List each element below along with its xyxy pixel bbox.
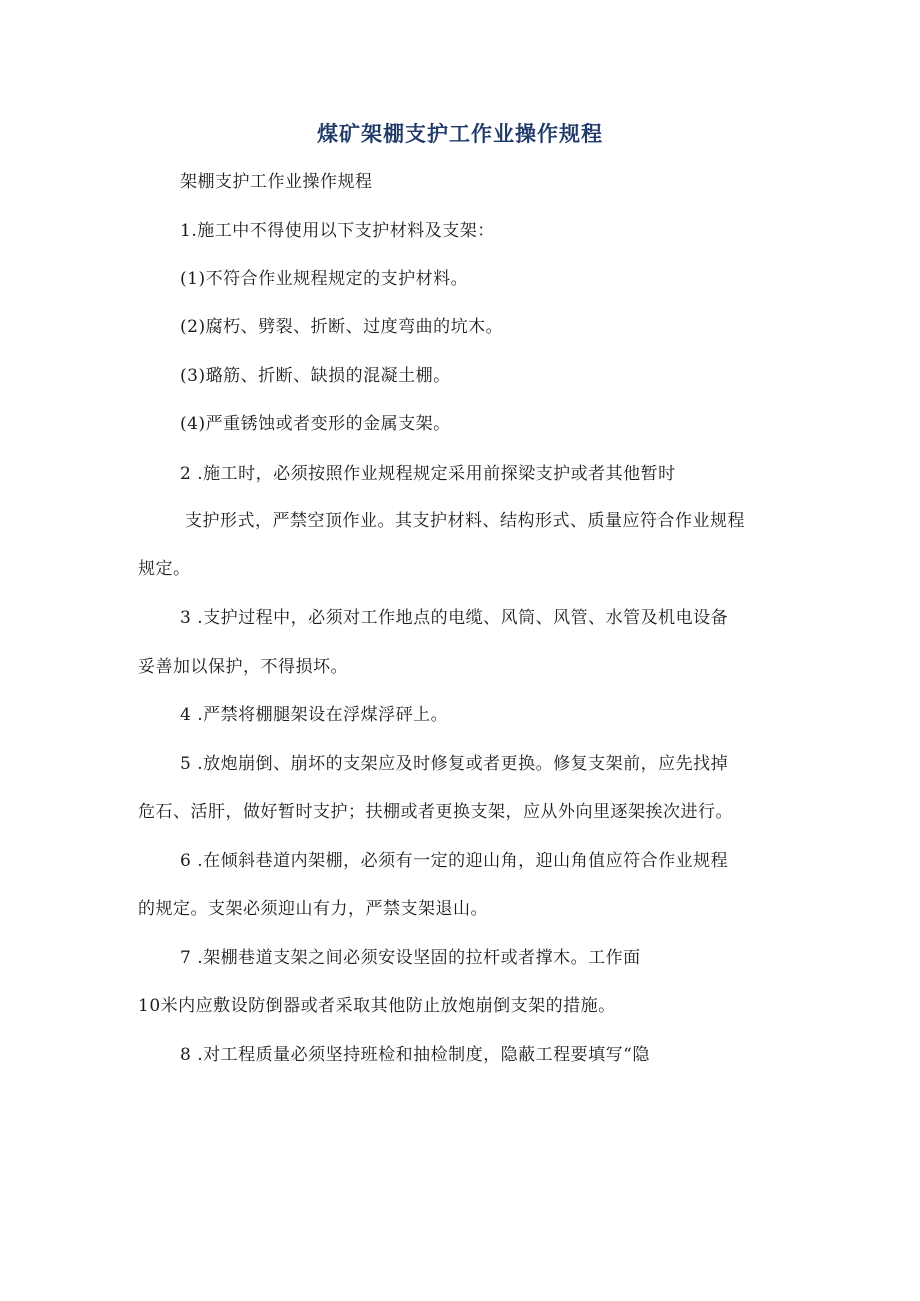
paragraph-line: (3)璐筋、折断、缺损的混凝土棚。 xyxy=(180,366,451,386)
paragraph-line: (4)严重锈蚀或者变形的金属支架。 xyxy=(180,414,451,434)
paragraph-line: 妥善加以保护，不得损坏。 xyxy=(138,657,348,677)
paragraph-line: 规定。 xyxy=(138,559,191,579)
paragraph-line: 6 .在倾斜巷道内架棚，必须有一定的迎山角，迎山角值应符合作业规程 xyxy=(180,851,729,871)
paragraph-line: 1.施工中不得使用以下支护材料及支架： xyxy=(180,221,495,241)
paragraph-line: 8 .对工程质量必须坚持班检和抽检制度，隐蔽工程要填写“隐 xyxy=(180,1045,650,1065)
paragraph-line: 的规定。支架必须迎山有力，严禁支架退山。 xyxy=(138,899,488,919)
paragraph-line: 危石、活肝，做好暂时支护；扶棚或者更换支架，应从外向里逐架挨次进行。 xyxy=(138,802,733,822)
paragraph-line: (1)不符合作业规程规定的支护材料。 xyxy=(180,269,469,289)
paragraph-line: 支护形式，严禁空顶作业。其支护材料、结构形式、质量应符合作业规程 xyxy=(185,511,745,531)
paragraph-line: 5 .放炮崩倒、崩坏的支架应及时修复或者更换。修复支架前，应先找掉 xyxy=(180,754,729,774)
paragraph-line: 7 .架棚巷道支架之间必须安设坚固的拉杆或者撑木。工作面 xyxy=(180,948,641,968)
paragraph-line: 3 .支护过程中，必须对工作地点的电缆、风筒、风管、水管及机电设备 xyxy=(180,608,729,628)
document-title: 煤矿架棚支护工作业操作规程 xyxy=(317,122,603,146)
paragraph-line: (2)腐朽、劈裂、折断、过度弯曲的坑木。 xyxy=(180,317,504,337)
subtitle-line: 架棚支护工作业操作规程 xyxy=(180,172,373,192)
paragraph-line: 4 .严禁将棚腿架设在浮煤浮砰上。 xyxy=(180,705,449,725)
paragraph-line: 2 .施工时，必须按照作业规程规定采用前探梁支护或者其他暂时 xyxy=(180,464,676,484)
paragraph-line: 10米内应敷设防倒器或者采取其他防止放炮崩倒支架的措施。 xyxy=(138,996,616,1016)
